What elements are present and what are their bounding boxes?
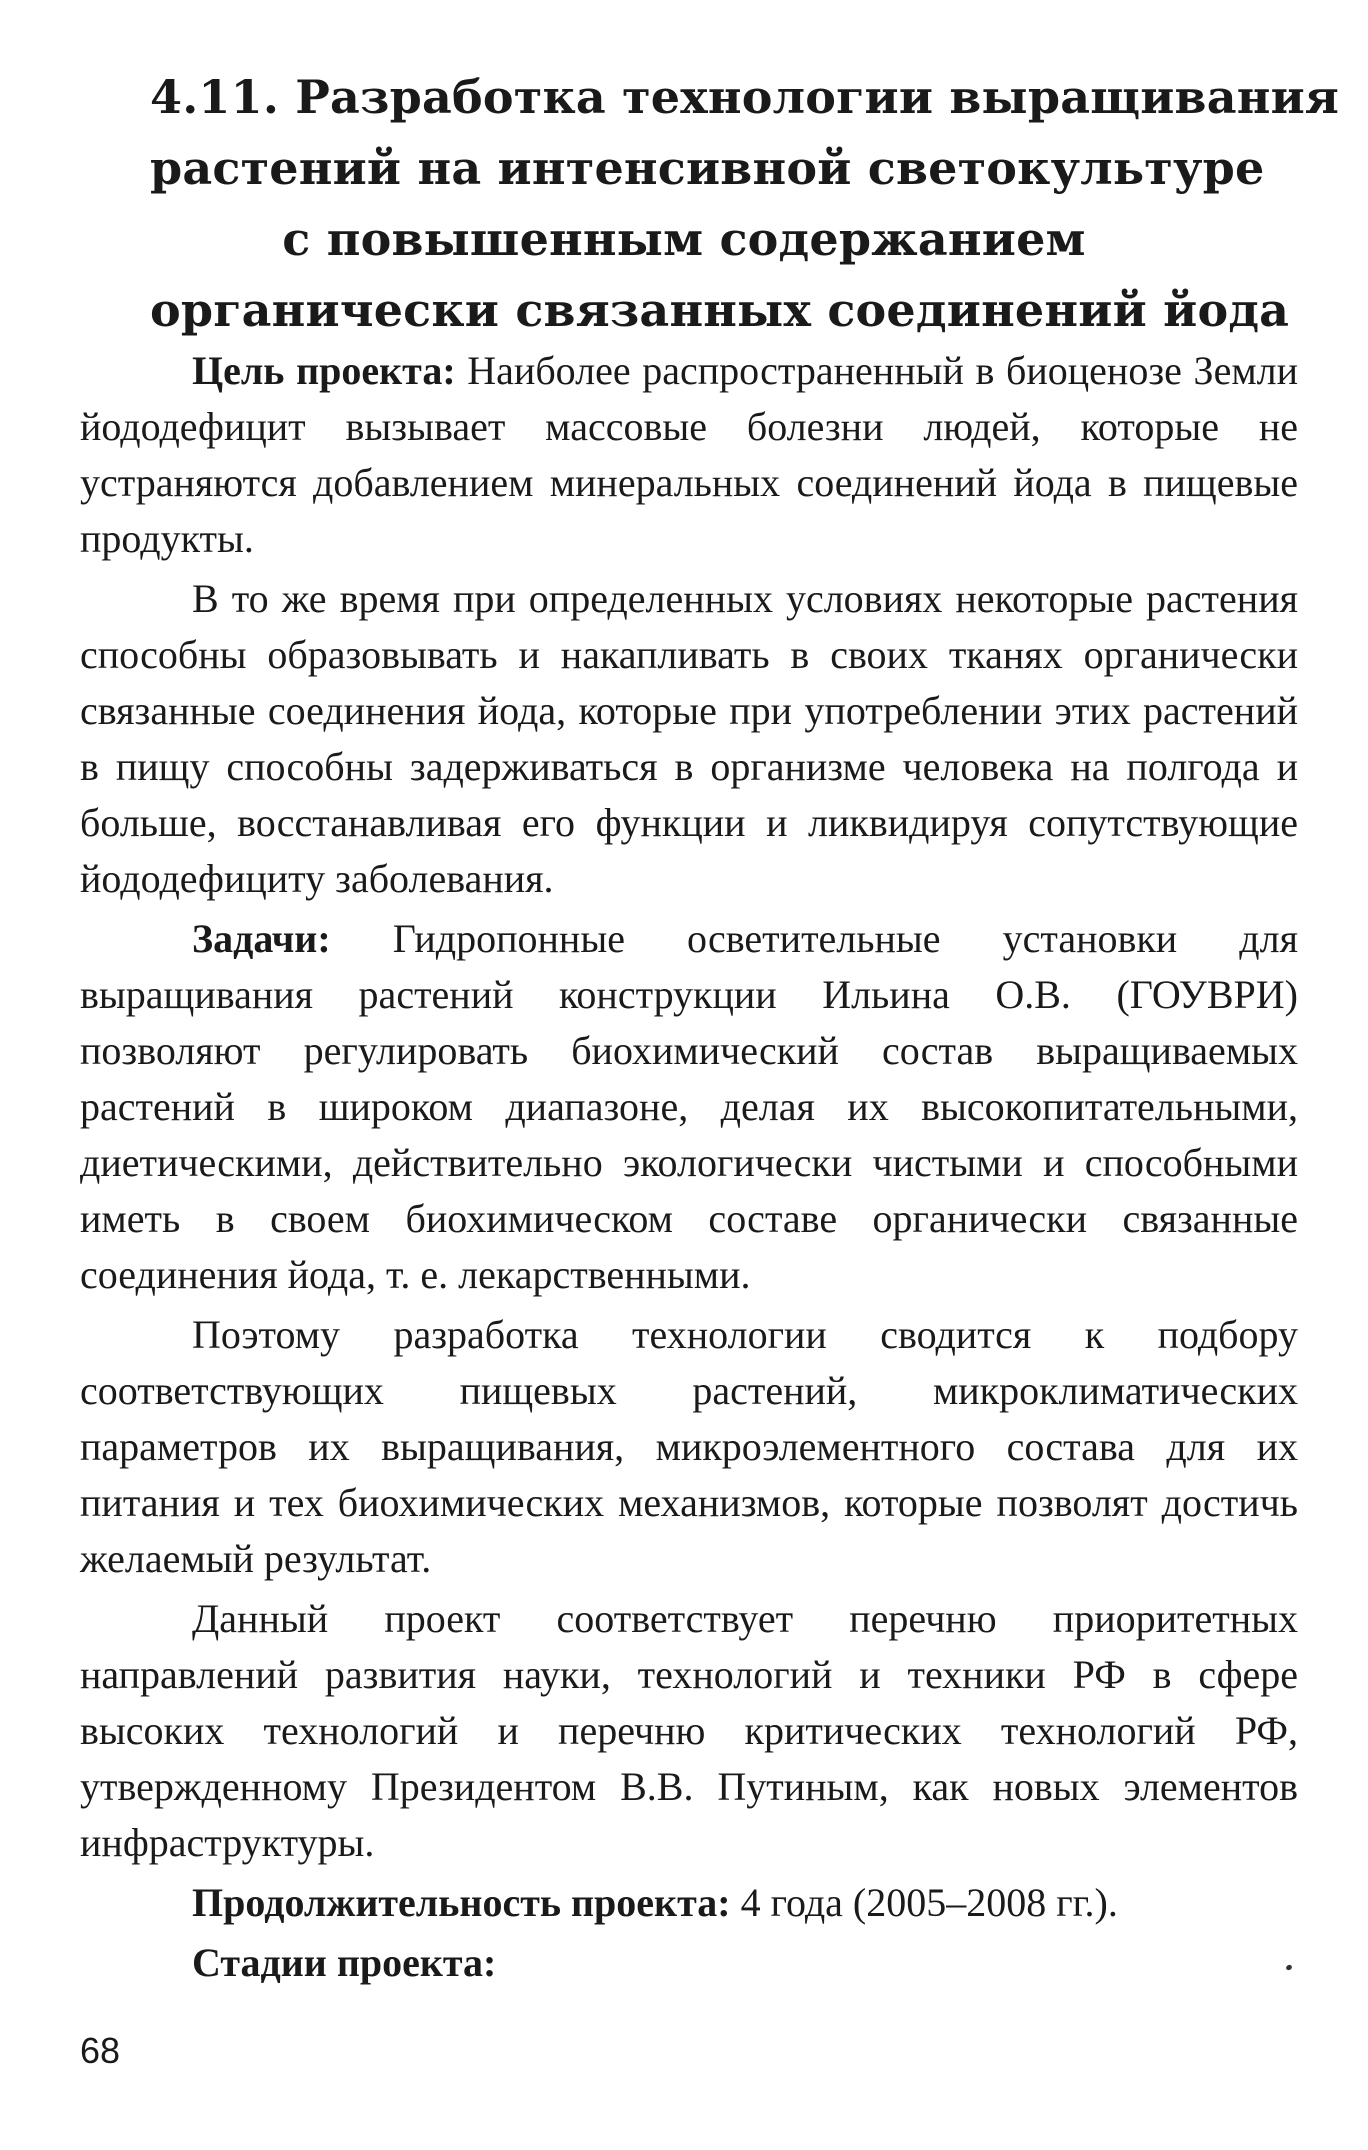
duration-label: Продолжительность проекта: — [192, 1880, 731, 1925]
section-title — [150, 62, 1340, 346]
tasks-text: Гидропонные осветительные установки для выращивания растений конструкции Ильина О.В. (ГОУВРИ) позволяют регулировать биохимический состав выращиваемых растений в широком диапазоне, делая их высокопитательными, диетическими, действительно экологически чистыми и способными иметь в своем биохимическом составе органически связанные соединения йода, т. е. лекарственными. — [80, 916, 1298, 1297]
paragraph-goal — [80, 343, 1298, 567]
title-line: 4.11. Разработка технологии выращивания — [150, 70, 1340, 124]
title-line: с повышенным содержанием — [282, 212, 1086, 266]
paragraph-duration — [80, 1875, 1298, 1931]
tasks-label: Задачи: — [192, 916, 331, 961]
ink-speck — [1285, 1964, 1293, 1971]
duration-text: 4 года (2005–2008 гг.). — [730, 1880, 1118, 1925]
body-text — [80, 343, 1298, 1991]
page-number: 68 — [80, 2030, 121, 2071]
goal-label: Цель проекта: — [192, 348, 456, 393]
paragraph: В то же время при определенных условиях некоторые растения способны образовывать и накапливать в своих тканях органически связанные соединения йода, которые при употреблении этих растений в пищу способны задерживаться в организме человека на полгода и больше, восстанавливая его функции и ликвидируя сопутствующие йододефициту заболевания. — [80, 576, 1298, 901]
paragraph: Данный проект соответствует перечню приоритетных направлений развития науки, технологий и техники РФ в сфере высоких технологий и перечню критических технологий РФ, утвержденному Президентом В.В. Путиным, как новых элементов инфраструктуры. — [80, 1596, 1298, 1865]
title-line: растений на интенсивной светокультуре — [150, 141, 1265, 195]
stages-label: Стадии проекта: — [192, 1940, 497, 1985]
goal-text: Наиболее распространенный в биоценозе Земли йододефицит вызывает массовые болезни людей, которые не устраняются добавлением минеральных соединений йода в пищевые продукты. — [80, 348, 1298, 561]
paragraph-stages — [80, 1935, 1298, 1991]
title-line: органически связанных соединений йода — [150, 283, 1290, 337]
paragraph: Поэтому разработка технологии сводится к подбору соответствующих пищевых растений, микроклиматических параметров их выращивания, микроэлементного состава для их питания и тех биохимических механизмов, которые позволят достичь желаемый результат. — [80, 1312, 1298, 1581]
paragraph-tasks — [80, 911, 1298, 1303]
